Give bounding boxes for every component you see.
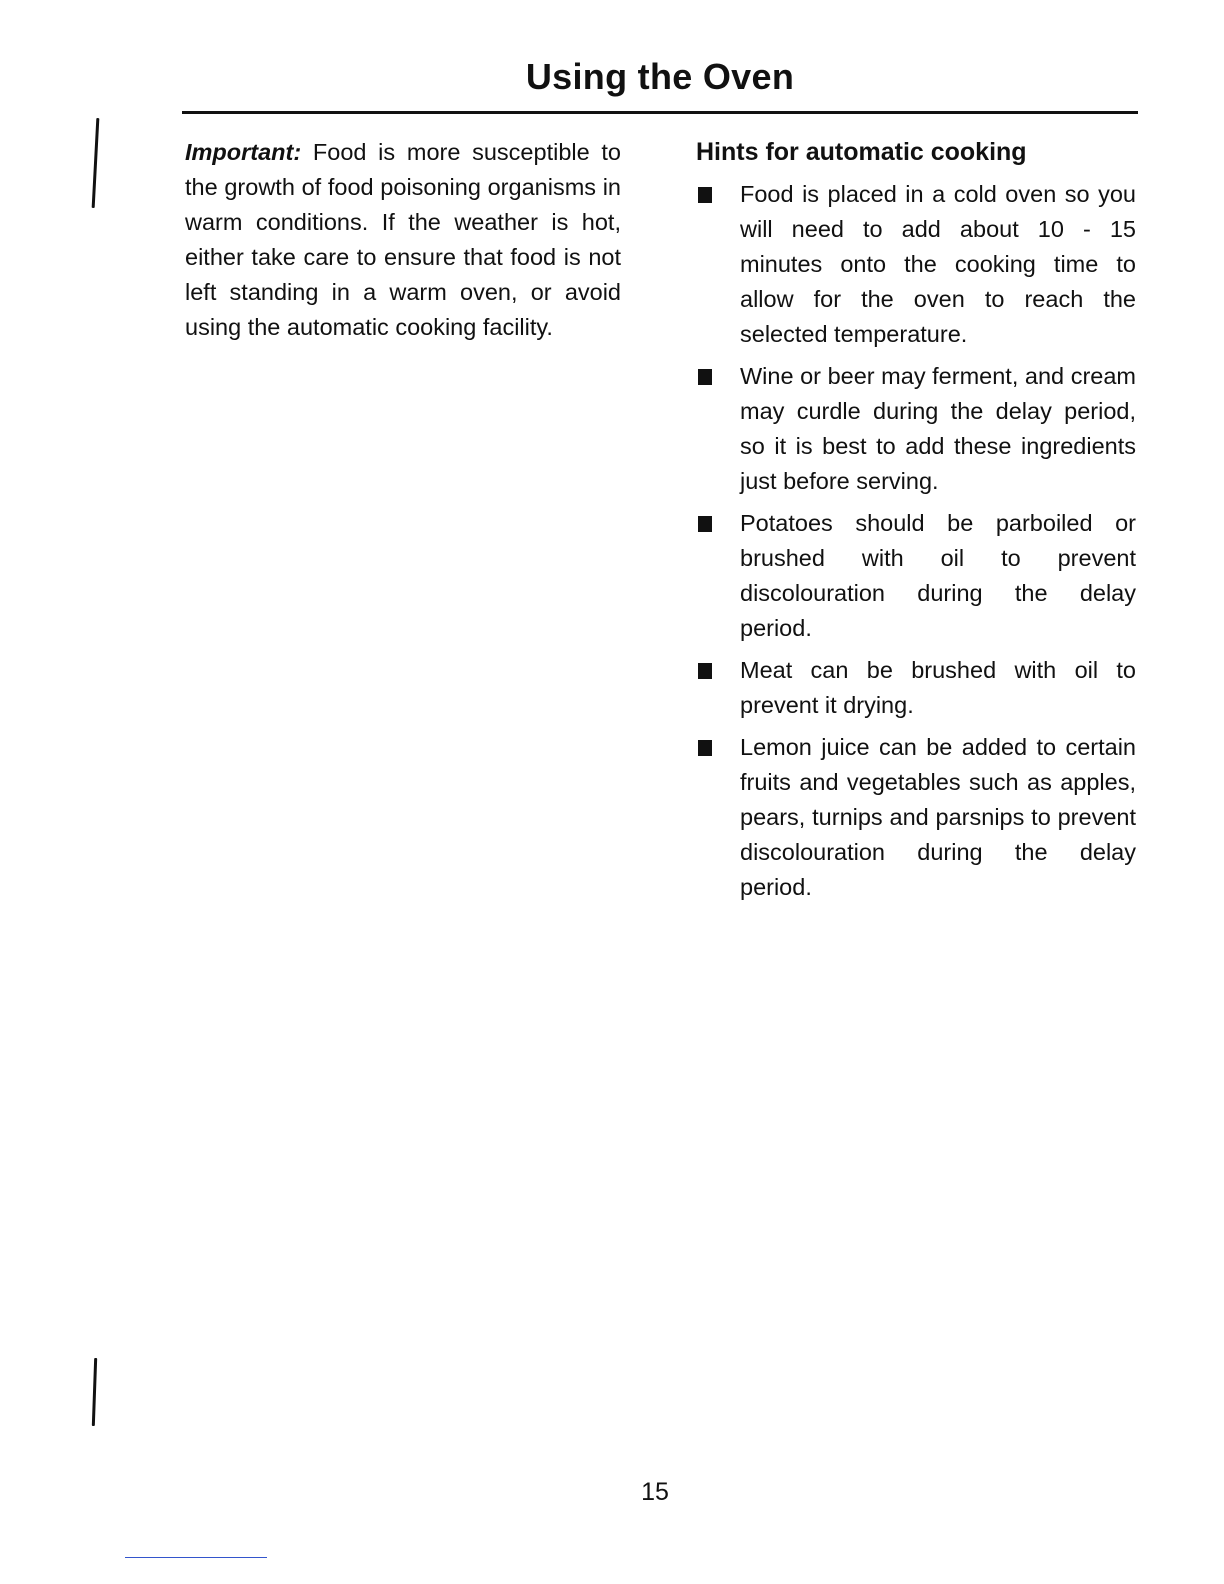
square-bullet-icon	[698, 369, 712, 385]
title-divider	[182, 111, 1138, 114]
hint-text: Meat can be brushed with oil to prevent it drying.	[740, 657, 1136, 718]
hint-text: Wine or beer may ferment, and cream may curdle during the delay period, so it is best to add these ingredients just before serving.	[740, 363, 1136, 494]
hint-item	[696, 506, 1136, 646]
hint-item	[696, 653, 1136, 723]
important-note	[185, 135, 621, 345]
hints-section	[696, 133, 1136, 912]
square-bullet-icon	[698, 740, 712, 756]
important-text: Food is more susceptible to the growth of food poisoning organisms in warm conditions. If the weather is hot, either take care to ensure that food is not left standing in a warm oven, or avoid using the automatic cooking facility.	[185, 139, 621, 340]
page-title: Using the Oven	[525, 56, 795, 97]
hint-text: Food is placed in a cold oven so you will need to add about 10 - 15 minutes onto the cooking time to allow for the oven to reach the selected temperature.	[740, 181, 1136, 347]
footer-line	[125, 1557, 267, 1558]
page-number: 15	[641, 1478, 669, 1506]
binding-mark-top	[92, 118, 100, 208]
hint-item	[696, 730, 1136, 905]
binding-mark-bottom	[92, 1358, 97, 1426]
hint-text: Potatoes should be parboiled or brushed with oil to prevent discolouration during the delay period.	[740, 510, 1136, 641]
important-label: Important:	[185, 139, 302, 165]
hint-item	[696, 359, 1136, 499]
hint-text: Lemon juice can be added to certain fruits and vegetables such as apples, pears, turnips and parsnips to prevent discolouration during the delay period.	[740, 734, 1136, 900]
hints-list	[696, 177, 1136, 905]
hint-item	[696, 177, 1136, 352]
square-bullet-icon	[698, 663, 712, 679]
square-bullet-icon	[698, 516, 712, 532]
hints-heading: Hints for automatic cooking	[696, 138, 1027, 166]
square-bullet-icon	[698, 187, 712, 203]
